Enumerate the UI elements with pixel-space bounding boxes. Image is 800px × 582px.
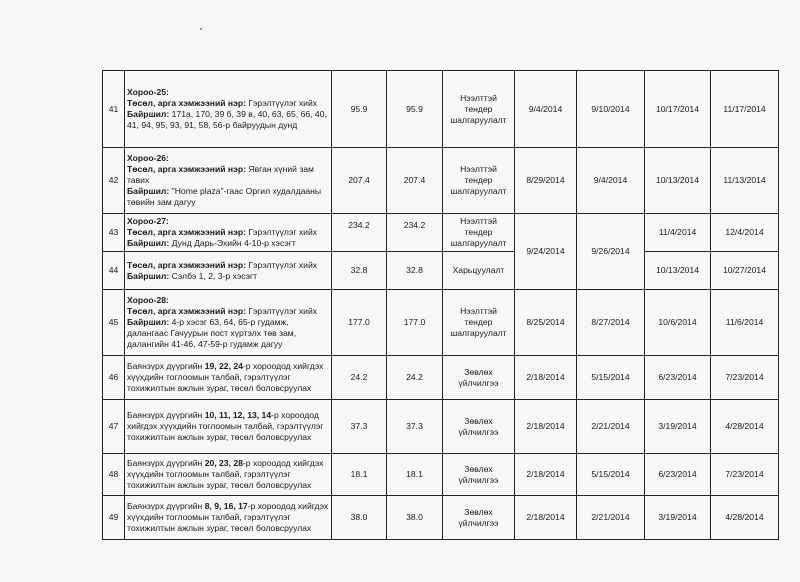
budget-value: 234.2 bbox=[332, 214, 387, 252]
budget-value: 18.1 bbox=[332, 454, 387, 496]
date-3: 3/19/2014 bbox=[645, 496, 711, 540]
date-2: 5/15/2014 bbox=[577, 356, 645, 400]
project-description bbox=[125, 356, 332, 400]
table-row bbox=[103, 290, 779, 356]
date-2: 9/10/2014 bbox=[577, 71, 645, 148]
date-4: 10/27/2014 bbox=[711, 252, 779, 290]
row-number: 48 bbox=[103, 454, 125, 496]
project-name-label: Төсөл, арга хэмжээний нэр: bbox=[127, 259, 246, 270]
contract-value: 37.3 bbox=[387, 400, 443, 454]
district-text: Баянзүрх дүүргийн bbox=[127, 410, 205, 420]
location: 171а, 170, 39 б, 39 в, 40, 63, 65, 66, 40, 41, 94, 95, 93, 91, 58, 56-р байруудын дунд bbox=[127, 109, 327, 130]
date-3: 11/4/2014 bbox=[645, 214, 711, 252]
table-row bbox=[103, 148, 779, 214]
horoo-label: Хороо-28: bbox=[127, 295, 169, 305]
procurement-method: Харьцуулалт bbox=[443, 252, 515, 290]
date-4: 7/23/2014 bbox=[711, 356, 779, 400]
location: Сэлбэ 1, 2, 3-р хэсэгт bbox=[171, 270, 258, 281]
table-row bbox=[103, 252, 779, 290]
contract-value: 38.0 bbox=[387, 496, 443, 540]
project-name: Гэрэлтүүлэг хийх bbox=[248, 98, 318, 108]
row-number: 41 bbox=[103, 71, 125, 148]
project-text: -р хороодод хийгдэх хүүхдийн тоглоомын талбай, гэрэлтүүлэг тохижилтын ажлын зураг, төсөл боловсруулах bbox=[127, 458, 324, 490]
procurement-method: Зөвлөх үйлчилгээ bbox=[443, 400, 515, 454]
project-text: -р хороодод хийгдэх хүүхдийн тоглоомын талбай, гэрэлтүүлэг тохижилтын ажлын зураг, төсөл боловсруулах bbox=[127, 501, 329, 533]
horoo-numbers: 20, 23, 28 bbox=[204, 458, 243, 468]
procurement-method: Зөвлөх үйлчилгээ bbox=[443, 454, 515, 496]
row-number: 44 bbox=[103, 252, 125, 290]
scan-dust-mark bbox=[200, 28, 202, 30]
horoo-label: Хороо-25: bbox=[127, 87, 169, 97]
date-3: 6/23/2014 bbox=[645, 454, 711, 496]
project-name-label: Төсөл, арга хэмжээний нэр: bbox=[127, 306, 246, 316]
row-number: 43 bbox=[103, 214, 125, 252]
budget-value: 24.2 bbox=[332, 356, 387, 400]
table-row bbox=[103, 454, 779, 496]
budget-value: 95.9 bbox=[332, 71, 387, 148]
budget-value: 32.8 bbox=[332, 252, 387, 290]
date-3: 10/17/2014 bbox=[645, 71, 711, 148]
project-name: Гэрэлтүүлэг хийх bbox=[248, 259, 318, 270]
project-text: -р хороодод хийгдэх хүүхдийн тоглоомын талбай, гэрэлтүүлэг тохижилтын ажлын зураг, төсөл боловсруулах bbox=[127, 410, 324, 442]
date-1: 2/18/2014 bbox=[515, 454, 577, 496]
date-1: 8/29/2014 bbox=[515, 148, 577, 214]
procurement-plan-table bbox=[102, 70, 779, 540]
project-name-label: Төсөл, арга хэмжээний нэр: bbox=[127, 164, 246, 174]
location-label: Байршил: bbox=[127, 270, 170, 281]
project-name: Гэрэлтүүлэг хийх bbox=[248, 306, 318, 316]
district-text: Баянзүрх дүүргийн bbox=[127, 501, 205, 511]
date-2: 9/4/2014 bbox=[577, 148, 645, 214]
location-label: Байршил: bbox=[127, 109, 170, 119]
date-2: 2/21/2014 bbox=[577, 400, 645, 454]
procurement-method: Зөвлөх үйлчилгээ bbox=[443, 356, 515, 400]
contract-value: 18.1 bbox=[387, 454, 443, 496]
date-1: 8/25/2014 bbox=[515, 290, 577, 356]
date-2: 5/15/2014 bbox=[577, 454, 645, 496]
date-3: 10/13/2014 bbox=[645, 148, 711, 214]
date-4: 11/13/2014 bbox=[711, 148, 779, 214]
date-2: 9/26/2014 bbox=[577, 214, 645, 290]
horoo-label: Хороо-27: bbox=[127, 216, 169, 226]
project-name: Гэрэлтүүлэг хийх bbox=[248, 227, 318, 237]
date-1: 2/18/2014 bbox=[515, 356, 577, 400]
table-row bbox=[103, 356, 779, 400]
date-4: 4/28/2014 bbox=[711, 496, 779, 540]
project-text: -р хороодод хийгдэх хүүхдийн тоглоомын талбай, гэрэлтүүлэг тохижилтын ажлын зураг, төсөл боловсруулах bbox=[127, 361, 324, 393]
project-description bbox=[125, 400, 332, 454]
date-1: 2/18/2014 bbox=[515, 400, 577, 454]
date-2: 8/27/2014 bbox=[577, 290, 645, 356]
row-number: 46 bbox=[103, 356, 125, 400]
project-name-label: Төсөл, арга хэмжээний нэр: bbox=[127, 227, 246, 237]
project-description bbox=[125, 214, 332, 252]
contract-value: 234.2 bbox=[387, 214, 443, 252]
project-description bbox=[125, 252, 332, 290]
date-3: 6/23/2014 bbox=[645, 356, 711, 400]
procurement-method: Зөвлөх үйлчилгээ bbox=[443, 496, 515, 540]
row-number: 45 bbox=[103, 290, 125, 356]
budget-value: 38.0 bbox=[332, 496, 387, 540]
table-row bbox=[103, 400, 779, 454]
row-number: 42 bbox=[103, 148, 125, 214]
location-label: Байршил: bbox=[127, 238, 170, 248]
horoo-label: Хороо-26: bbox=[127, 153, 169, 163]
horoo-numbers: 10, 11, 12, 13, 14 bbox=[204, 410, 272, 420]
row-number: 47 bbox=[103, 400, 125, 454]
location-label: Байршил: bbox=[127, 186, 170, 196]
location: 4-р хэсэг 63, 64, 65-р гудамж, далангаас Гачуурын пост хүртэлх төв зам, далангийн 41-46, 47-59-р гудамж дагуу bbox=[127, 317, 297, 349]
project-description bbox=[125, 148, 332, 214]
horoo-numbers: 19, 22, 24 bbox=[204, 361, 243, 371]
date-1: 9/24/2014 bbox=[515, 214, 577, 290]
date-3: 10/6/2014 bbox=[645, 290, 711, 356]
project-description bbox=[125, 290, 332, 356]
date-1: 9/4/2014 bbox=[515, 71, 577, 148]
contract-value: 24.2 bbox=[387, 356, 443, 400]
procurement-method: Нээлттэй тендер шалгаруулалт bbox=[443, 71, 515, 148]
project-name: Явган хүний зам тавих bbox=[127, 164, 314, 185]
contract-value: 95.9 bbox=[387, 71, 443, 148]
project-description bbox=[125, 71, 332, 148]
location: "Home plaza"-гаас Оргил худалдааны төвийн зам дагуу bbox=[127, 186, 322, 207]
procurement-method: Нээлттэй тендер шалгаруулалт bbox=[443, 290, 515, 356]
project-name-label: Төсөл, арга хэмжээний нэр: bbox=[127, 98, 246, 108]
date-1: 2/18/2014 bbox=[515, 496, 577, 540]
table-row bbox=[103, 214, 779, 252]
budget-value: 207.4 bbox=[332, 148, 387, 214]
date-4: 4/28/2014 bbox=[711, 400, 779, 454]
procurement-method: Нээлттэй тендер шалгаруулалт bbox=[443, 148, 515, 214]
date-3: 10/13/2014 bbox=[645, 252, 711, 290]
date-4: 7/23/2014 bbox=[711, 454, 779, 496]
procurement-method: Нээлттэй тендер шалгаруулалт bbox=[443, 214, 515, 252]
date-2: 2/21/2014 bbox=[577, 496, 645, 540]
date-4: 12/4/2014 bbox=[711, 214, 779, 252]
location-label: Байршил: bbox=[127, 317, 170, 327]
date-3: 3/19/2014 bbox=[645, 400, 711, 454]
district-text: Баянзүрх дүүргийн bbox=[127, 458, 205, 468]
project-description bbox=[125, 496, 332, 540]
location: Дунд Дарь-Эхийн 4-10-р хэсэгт bbox=[171, 238, 296, 248]
date-4: 11/17/2014 bbox=[711, 71, 779, 148]
table-row bbox=[103, 496, 779, 540]
budget-value: 177.0 bbox=[332, 290, 387, 356]
project-description bbox=[125, 454, 332, 496]
table-row bbox=[103, 71, 779, 148]
contract-value: 32.8 bbox=[387, 252, 443, 290]
district-text: Баянзүрх дүүргийн bbox=[127, 361, 205, 371]
row-number: 49 bbox=[103, 496, 125, 540]
budget-value: 37.3 bbox=[332, 400, 387, 454]
date-4: 11/6/2014 bbox=[711, 290, 779, 356]
horoo-numbers: 8, 9, 16, 17 bbox=[204, 501, 248, 511]
contract-value: 177.0 bbox=[387, 290, 443, 356]
contract-value: 207.4 bbox=[387, 148, 443, 214]
